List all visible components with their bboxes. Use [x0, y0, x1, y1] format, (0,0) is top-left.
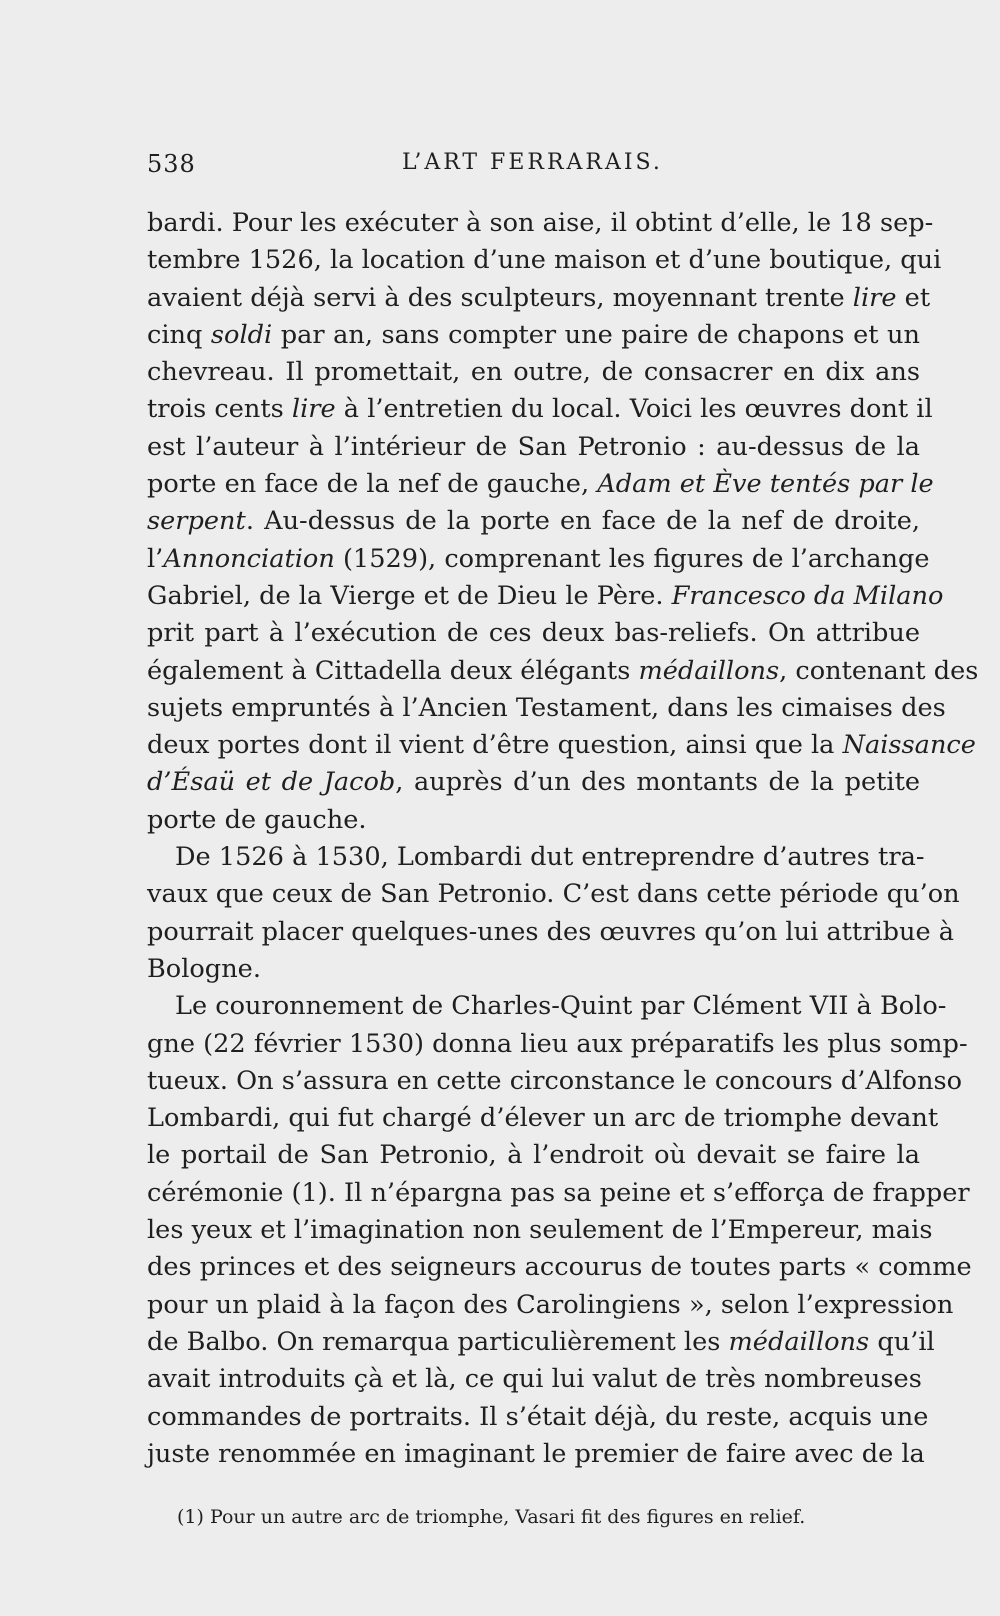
- text-line: De 1526 à 1530, Lombardi dut entreprendre d’autres tra-: [175, 842, 925, 873]
- text-line: tembre 1526, la location d’une maison et d’une boutique, qui: [147, 245, 942, 276]
- text-line: de Balbo. On remarqua particulièrement les médaillons qu’il: [147, 1326, 935, 1357]
- text-line: également à Cittadella deux élégants médaillons, contenant des: [147, 655, 979, 686]
- running-title: L’ART FERRARAIS.: [402, 150, 663, 175]
- text-line: le portail de San Petronio, à l’endroit où devait se faire la: [147, 1140, 920, 1171]
- text-line: Lombardi, qui fut chargé d’élever un arc de triomphe devant: [147, 1103, 939, 1134]
- running-head: [147, 150, 920, 186]
- text-line: des princes et des seigneurs accourus de toutes parts « comme: [147, 1252, 972, 1283]
- text-line: est l’auteur à l’intérieur de San Petronio : au-dessus de la: [147, 431, 920, 462]
- text-line: avait introduits çà et là, ce qui lui valut de très nombreuses: [147, 1364, 922, 1395]
- text-line: porte en face de la nef de gauche, Adam et Ève tentés par le: [147, 469, 934, 500]
- footnote: (1) Pour un autre arc de triomphe, Vasari fit des figures en relief.: [177, 1506, 806, 1528]
- text-line: commandes de portraits. Il s’était déjà, du reste, acquis une: [147, 1401, 929, 1432]
- text-line: Gabriel, de la Vierge et de Dieu le Père. Francesco da Milano: [147, 580, 944, 611]
- page-number: 538: [147, 150, 196, 178]
- text-line: sujets empruntés à l’Ancien Testament, dans les cimaises des: [147, 692, 946, 723]
- text-line: l’Annonciation (1529), comprenant les figures de l’archange: [147, 543, 930, 574]
- text-line: d’Ésaü et de Jacob, auprès d’un des montants de la petite: [147, 767, 920, 798]
- text-line: porte de gauche.: [147, 804, 367, 835]
- text-line: chevreau. Il promettait, en outre, de consacrer en dix ans: [147, 357, 920, 388]
- text-line: gne (22 février 1530) donna lieu aux préparatifs les plus somp-: [147, 1028, 968, 1059]
- text-line: vaux que ceux de San Petronio. C’est dans cette période qu’on: [147, 879, 960, 910]
- text-line: juste renommée en imaginant le premier de faire avec de la: [147, 1438, 925, 1469]
- text-line: pour un plaid à la façon des Carolingiens », selon l’expression: [147, 1289, 954, 1320]
- text-line: les yeux et l’imagination non seulement de l’Empereur, mais: [147, 1215, 933, 1246]
- text-line: cérémonie (1). Il n’épargna pas sa peine et s’efforça de frapper: [147, 1177, 970, 1208]
- text-line: prit part à l’exécution de ces deux bas-reliefs. On attribue: [147, 618, 920, 649]
- text-line: Le couronnement de Charles-Quint par Clément VII à Bolo-: [175, 991, 947, 1022]
- text-line: avaient déjà servi à des sculpteurs, moyennant trente lire et: [147, 282, 931, 313]
- text-line: deux portes dont il vient d’être question, ainsi que la Naissance: [147, 730, 976, 761]
- text-line: tueux. On s’assura en cette circonstance le concours d’Alfonso: [147, 1065, 962, 1096]
- text-line: trois cents lire à l’entretien du local. Voici les œuvres dont il: [147, 394, 933, 425]
- body-text: [147, 205, 979, 1473]
- text-line: Bologne.: [147, 953, 261, 984]
- text-line: cinq soldi par an, sans compter une paire de chapons et un: [147, 319, 921, 350]
- text-line: pourrait placer quelques-unes des œuvres qu’on lui attribue à: [147, 916, 955, 947]
- text-line: bardi. Pour les exécuter à son aise, il obtint d’elle, le 18 sep-: [147, 208, 934, 238]
- text-line: serpent. Au-dessus de la porte en face de la nef de droite,: [147, 506, 920, 537]
